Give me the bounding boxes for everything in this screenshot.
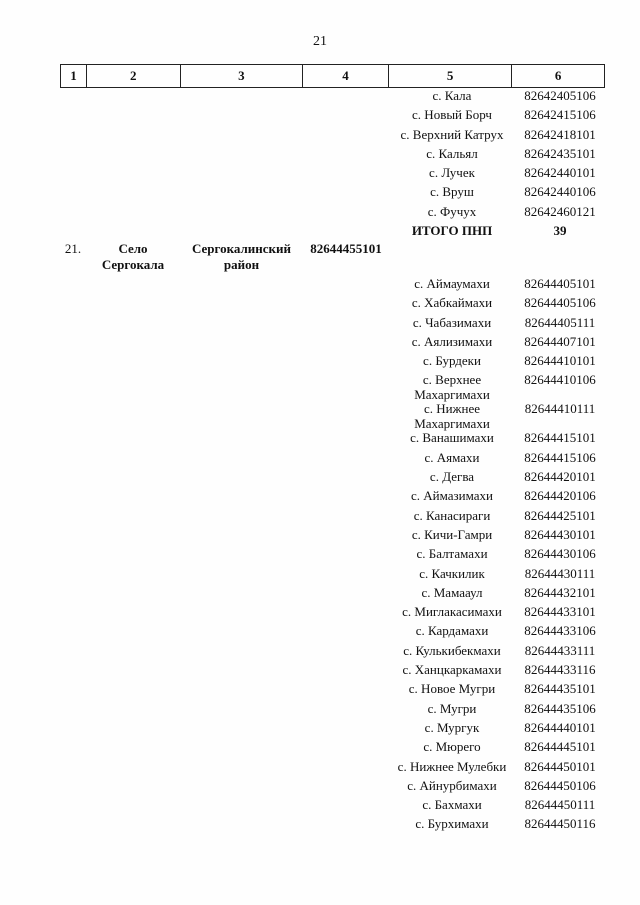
settlement-code: 82644432101 [524,584,596,600]
settlement-name: с. Аялизимахи [411,333,493,349]
table-row [390,566,610,585]
settlement-code: 82642435101 [524,145,596,161]
settlement-name: с. Хабкаймахи [411,295,493,311]
settlement-code: 82644445101 [524,739,596,755]
table-row [390,701,610,720]
settlement-code: 82644410111 [524,401,596,417]
settlement-code: 82644433101 [524,604,596,620]
settlement-code: 82644430106 [524,546,596,562]
settlement-list-bottom [390,276,610,836]
settlement-name: с. Новый Борч [412,107,492,123]
header-col-4: 4 [303,65,389,87]
table-row [390,527,610,546]
table-row [390,276,610,295]
settlement-name: с. Кала [432,88,472,103]
settlement-code: 82644405101 [524,276,596,291]
settlement-code: 82644450106 [524,777,596,793]
table-row [390,720,610,739]
table-row [390,184,610,203]
district-region-line2: район [223,257,260,272]
settlement-name: с. Новое Мугри [408,681,496,697]
table-row [390,107,610,126]
settlement-name: с. Аймазимахи [411,488,493,504]
table-row [390,430,610,449]
settlement-code: 82642440106 [524,184,596,200]
settlement-name: с. Аймаумахи [414,276,490,291]
table-row [390,739,610,758]
table-row [390,759,610,778]
table-row [390,508,610,527]
table-row [390,127,610,146]
settlement-name: с. Мургук [424,719,480,735]
settlement-name: с. Качкилик [419,565,485,581]
settlement-code: 82644450116 [524,816,596,832]
settlement-code: 82644425101 [524,507,596,523]
settlement-code: 82644405111 [524,314,596,330]
table-row [390,488,610,507]
header-col-1: 1 [61,65,87,87]
table-row [390,165,610,184]
settlement-code: 82642405106 [524,88,596,103]
settlement-name: с. Бурхимахи [415,816,489,832]
settlement-name: с. Чабазимахи [412,314,492,330]
table-row [390,450,610,469]
table-row [390,585,610,604]
settlement-code: 82644440101 [524,719,596,735]
district-place-line2: Сергокала [101,257,165,272]
settlement-name: с. Нижнее Махаргимахи [414,401,490,432]
settlement-name: с. Кальял [426,145,478,161]
settlement-code: 82642418101 [524,126,596,142]
district-number: 21. [64,241,82,256]
settlement-name: с. Бурдеки [423,353,481,369]
total-label: ИТОГО ПНП [411,223,493,239]
table-row [390,204,610,223]
settlement-name: с. Ханцкаркамахи [402,662,502,678]
header-col-6: 6 [554,68,562,83]
table-header [60,64,605,88]
settlement-name: с. Мюрего [423,739,481,755]
settlement-name: с. Бахмахи [422,797,482,813]
settlement-name: с. Вруш [430,184,474,200]
settlement-code: 82644420106 [524,488,596,504]
settlement-name: с. Дегва [429,469,475,485]
district-row [60,241,390,273]
settlement-name: с. Канасираги [413,507,491,523]
settlement-name: с. Лучек [429,165,475,181]
table-row [390,662,610,681]
settlement-name: с. Верхний Катрух [400,126,504,142]
settlement-name: с. Кардамахи [415,623,489,639]
settlement-name: с. Фучух [427,203,477,219]
settlement-name: с. Миглакасимахи [402,604,502,620]
settlement-name: с. Мугри [427,700,477,716]
settlement-code: 82644450101 [524,758,596,774]
page-number: 21 [313,34,327,49]
settlement-code: 82644415101 [524,430,596,446]
settlement-code: 82644415106 [524,449,596,465]
header-col-2: 2 [87,65,181,87]
settlement-code: 82644430111 [524,565,596,581]
table-row [390,315,610,334]
table-row [390,623,610,642]
district-code: 82644455101 [310,241,382,256]
settlement-name: с. Нижнее Мулебки [397,758,507,774]
settlement-name: с. Балтамахи [416,546,488,562]
settlement-code: 82644430101 [524,526,596,542]
settlement-name: с. Верхнее Махаргимахи [414,372,490,403]
header-col-5: 5 [389,65,513,87]
settlement-name: с. Кулькибекмахи [403,642,501,658]
settlement-code: 82644420101 [524,469,596,485]
table-row [390,295,610,314]
total-value: 39 [553,223,567,239]
settlement-code: 82642440101 [524,165,596,181]
district-region-line1: Сергокалинский [191,241,292,256]
settlement-name: с. Аямахи [424,449,480,465]
settlement-code: 82644407101 [524,333,596,349]
table-row [390,643,610,662]
settlement-code: 82644450111 [524,797,596,813]
settlement-code: 82644433106 [524,623,596,639]
settlement-code: 82644433116 [524,662,596,678]
table-row [390,681,610,700]
district-region [180,241,303,273]
table-row [390,546,610,565]
table-row [390,604,610,623]
table-row [390,469,610,488]
table-row [390,334,610,353]
settlement-code: 82644405106 [524,295,596,311]
settlement-code: 82642415106 [524,107,596,123]
total-row [390,223,610,242]
settlement-code: 82642460121 [524,203,596,219]
settlement-code: 82644410106 [524,372,596,388]
table-row [390,816,610,835]
table-row [390,372,610,401]
district-place [86,241,180,273]
table-row [390,353,610,372]
settlement-list-top [390,88,610,242]
table-row [390,797,610,816]
district-place-line1: Село [118,241,148,256]
settlement-code: 82644435106 [524,700,596,716]
settlement-name: с. Ванашимахи [410,430,494,446]
settlement-code: 82644433111 [524,642,596,658]
table-row [390,401,610,430]
settlement-name: с. Мамааул [421,584,483,600]
header-col-3: 3 [181,65,304,87]
table-row [390,88,610,107]
table-row [390,146,610,165]
settlement-name: с. Айнурбимахи [407,777,497,793]
settlement-name: с. Кичи-Гамри [411,526,493,542]
settlement-code: 82644410101 [524,353,596,369]
table-row [390,778,610,797]
settlement-code: 82644435101 [524,681,596,697]
